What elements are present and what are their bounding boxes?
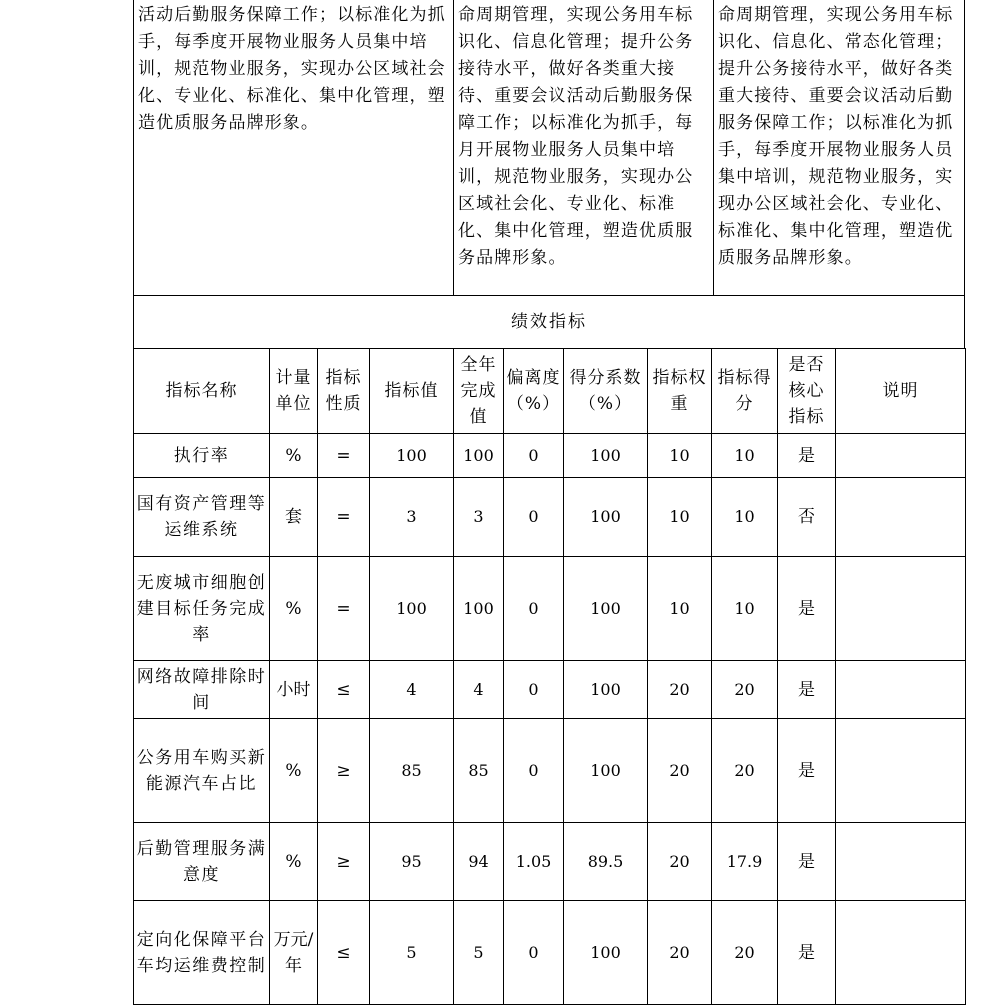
- metric-nature: ≥: [318, 719, 370, 823]
- metric-nature: =: [318, 434, 370, 478]
- metric-name: 无废城市细胞创建目标任务完成率: [134, 557, 270, 661]
- header-name: 指标名称: [134, 349, 270, 434]
- metric-core: 否: [778, 478, 836, 557]
- metric-name: 定向化保障平台车均运维费控制: [134, 901, 270, 1005]
- metric-unit: 万元/年: [270, 901, 318, 1005]
- metric-name: 国有资产管理等运维系统: [134, 478, 270, 557]
- metric-core: 是: [778, 719, 836, 823]
- metric-note: [836, 557, 966, 661]
- metric-deviation: 0: [504, 661, 564, 719]
- header-row: [134, 349, 966, 434]
- metric-coef: 100: [564, 719, 648, 823]
- metric-unit: 套: [270, 478, 318, 557]
- header-unit: 计量单位: [270, 349, 318, 434]
- metric-score: 20: [712, 901, 778, 1005]
- metric-actual: 100: [454, 557, 504, 661]
- metric-actual: 85: [454, 719, 504, 823]
- metric-core: 是: [778, 434, 836, 478]
- metric-unit: %: [270, 557, 318, 661]
- header-coef: 得分系数（%）: [564, 349, 648, 434]
- metric-deviation: 0: [504, 901, 564, 1005]
- metric-core: 是: [778, 901, 836, 1005]
- metric-target: 95: [370, 823, 454, 901]
- metric-unit: %: [270, 719, 318, 823]
- metric-coef: 100: [564, 661, 648, 719]
- metric-target: 100: [370, 557, 454, 661]
- table-row: [134, 719, 966, 823]
- metric-deviation: 0: [504, 719, 564, 823]
- metric-name: 后勤管理服务满意度: [134, 823, 270, 901]
- section-title: 绩效指标: [133, 296, 965, 349]
- table-row: [134, 901, 966, 1005]
- header-actual: 全年完成值: [454, 349, 504, 434]
- table-row: [134, 557, 966, 661]
- metric-weight: 20: [648, 823, 712, 901]
- header-note: 说明: [836, 349, 966, 434]
- metric-deviation: 0: [504, 434, 564, 478]
- table-row: [134, 478, 966, 557]
- metric-note: [836, 478, 966, 557]
- metric-score: 10: [712, 434, 778, 478]
- metric-target: 4: [370, 661, 454, 719]
- metric-note: [836, 823, 966, 901]
- metric-nature: ≤: [318, 661, 370, 719]
- metric-note: [836, 434, 966, 478]
- metric-actual: 5: [454, 901, 504, 1005]
- metric-weight: 20: [648, 719, 712, 823]
- header-score: 指标得分: [712, 349, 778, 434]
- metric-weight: 10: [648, 434, 712, 478]
- metric-score: 20: [712, 661, 778, 719]
- metric-deviation: 0: [504, 478, 564, 557]
- table-row: [134, 434, 966, 478]
- description-cell-3: 命周期管理，实现公务用车标识化、信息化、常态化管理；提升公务接待水平，做好各类重大接待、重要会议活动后勤服务保障工作；以标准化为抓手，每季度开展物业服务人员集中培训，规范物业服务，实现办公区域社会化、专业化、标准化、集中化管理，塑造优质服务品牌形象。: [718, 5, 954, 268]
- metric-unit: 小时: [270, 661, 318, 719]
- metric-coef: 100: [564, 901, 648, 1005]
- description-cell-2: 命周期管理，实现公务用车标识化、信息化管理；提升公务接待水平，做好各类重大接待、重要会议活动后勤服务保障工作；以标准化为抓手，每月开展物业服务人员集中培训，规范物业服务，实现办公区域社会化、专业化、标准化、集中化管理，塑造优质服务品牌形象。: [454, 0, 714, 296]
- metric-coef: 100: [564, 557, 648, 661]
- metric-note: [836, 719, 966, 823]
- metric-deviation: 0: [504, 557, 564, 661]
- metric-coef: 100: [564, 434, 648, 478]
- metric-name: 执行率: [134, 434, 270, 478]
- metric-actual: 3: [454, 478, 504, 557]
- metric-nature: ≤: [318, 901, 370, 1005]
- header-deviation: 偏离度（%）: [504, 349, 564, 434]
- header-nature: 指标性质: [318, 349, 370, 434]
- metric-weight: 10: [648, 478, 712, 557]
- metric-unit: %: [270, 434, 318, 478]
- metric-core: 是: [778, 661, 836, 719]
- metric-actual: 4: [454, 661, 504, 719]
- metric-name: 网络故障排除时间: [134, 661, 270, 719]
- metric-note: [836, 901, 966, 1005]
- metric-name: 公务用车购买新能源汽车占比: [134, 719, 270, 823]
- metric-coef: 89.5: [564, 823, 648, 901]
- table-row: [134, 661, 966, 719]
- metric-score: 20: [712, 719, 778, 823]
- metric-note: [836, 661, 966, 719]
- metric-weight: 10: [648, 557, 712, 661]
- metric-target: 3: [370, 478, 454, 557]
- metric-coef: 100: [564, 478, 648, 557]
- table-row: [134, 823, 966, 901]
- metric-core: 是: [778, 823, 836, 901]
- metric-deviation: 1.05: [504, 823, 564, 901]
- header-target: 指标值: [370, 349, 454, 434]
- metric-actual: 94: [454, 823, 504, 901]
- metric-target: 85: [370, 719, 454, 823]
- metric-core: 是: [778, 557, 836, 661]
- metric-score: 17.9: [712, 823, 778, 901]
- metric-nature: =: [318, 557, 370, 661]
- metric-weight: 20: [648, 661, 712, 719]
- metric-actual: 100: [454, 434, 504, 478]
- metrics-table: [133, 348, 966, 1005]
- description-row: [133, 0, 965, 296]
- metric-nature: ≥: [318, 823, 370, 901]
- metric-score: 10: [712, 557, 778, 661]
- metric-nature: =: [318, 478, 370, 557]
- metric-weight: 20: [648, 901, 712, 1005]
- header-weight: 指标权重: [648, 349, 712, 434]
- metric-unit: %: [270, 823, 318, 901]
- description-cell-1: 活动后勤服务保障工作；以标准化为抓手，每季度开展物业服务人员集中培训，规范物业服务，实现办公区域社会化、专业化、标准化、集中化管理，塑造优质服务品牌形象。: [134, 0, 454, 296]
- metric-score: 10: [712, 478, 778, 557]
- header-core: 是否核心指标: [778, 349, 836, 434]
- metric-target: 100: [370, 434, 454, 478]
- metric-target: 5: [370, 901, 454, 1005]
